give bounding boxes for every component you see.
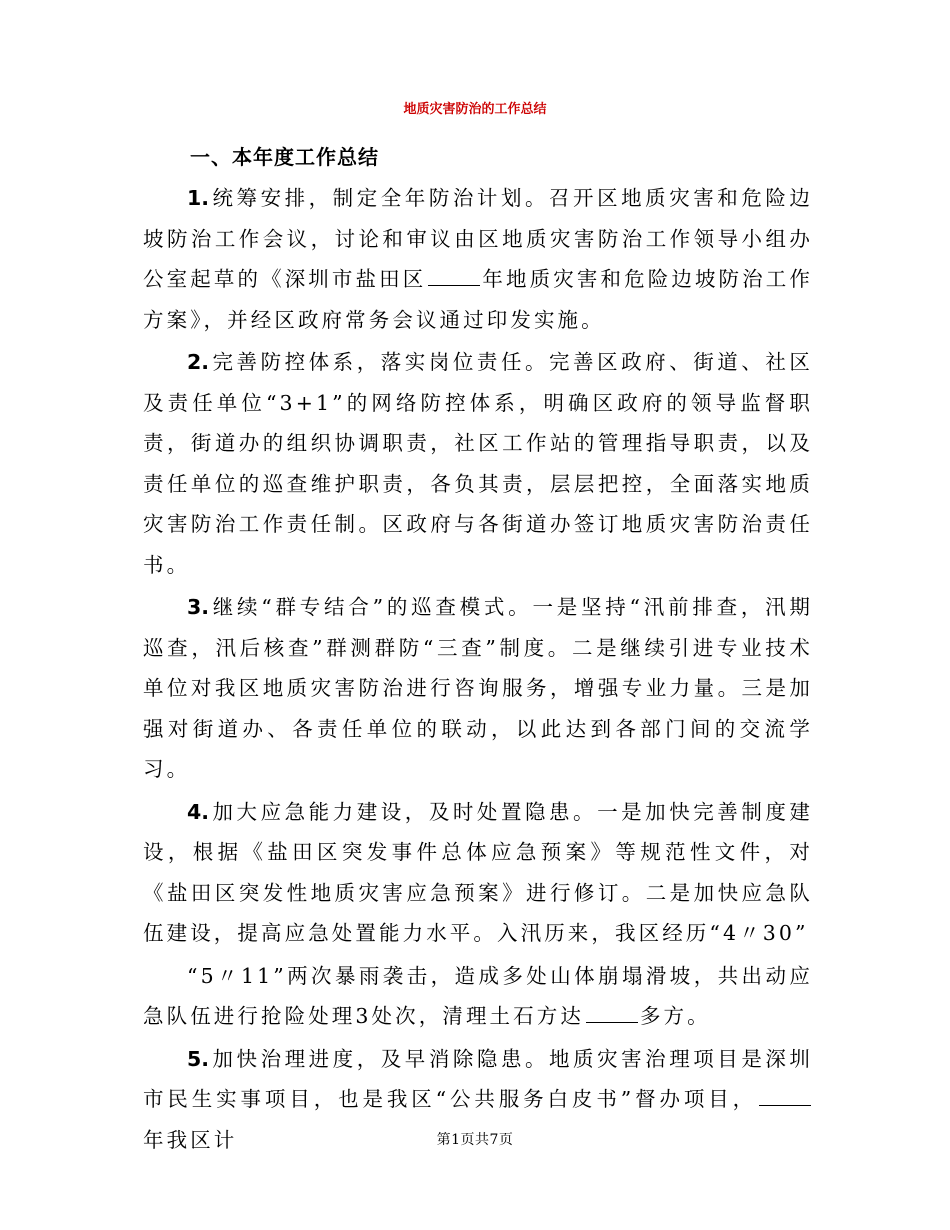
paragraph-text: 年地质灾害和危险边坡防治工作方案》，并经区政府常务会议通过印发实施。 xyxy=(143,267,814,332)
blank-line xyxy=(428,267,480,286)
paragraph-text: “5〃11”两次暴雨袭击，造成多处山体崩塌滑坡，共出动应急队伍进行抢险处理3处次，清理土石方达 xyxy=(143,963,813,1028)
paragraph-text: 多方。 xyxy=(639,1004,711,1028)
document-body xyxy=(143,178,813,1162)
page-footer: 第1页共7页 xyxy=(436,1132,514,1148)
paragraph-number: 5. xyxy=(187,1046,210,1071)
paragraph-4-continued xyxy=(143,956,813,1037)
paragraph-text: 继续“群专结合”的巡查模式。一是坚持“汛前排查，汛期巡查，汛后核查”群测群防“三查”制度。二是继续引进专业技术单位对我区地质灾害防治进行咨询服务，增强专业力量。三是加强对街道办、各责任单位的联动，以此达到各部门间的交流学习。 xyxy=(143,595,813,781)
paragraph-text: 加快治理进度，及早消除隐患。地质灾害治理项目是深圳市民生实事项目，也是我区“公共服务白皮书”督办项目， xyxy=(143,1046,813,1111)
section-heading: 一、本年度工作总结 xyxy=(190,145,379,169)
paragraph-number: 1. xyxy=(187,186,210,210)
paragraph-3 xyxy=(143,587,813,790)
paragraph-4 xyxy=(143,792,813,954)
paragraph-text: 年我区计 xyxy=(143,1127,238,1152)
paragraph-number: 4. xyxy=(187,799,210,824)
paragraph-number: 3. xyxy=(187,595,210,619)
document-title: 地质灾害防治的工作总结 xyxy=(403,102,547,117)
blank-line xyxy=(586,1004,638,1023)
paragraph-text: 加大应急能力建设，及时处置隐患。一是加快完善制度建设，根据《盐田区突发事件总体应急预案》等规范性文件，对《盐田区突发性地质灾害应急预案》进行修订。二是加快应急队伍建设，提高应急处置能力水平。入汛历来，我区经历“4〃30” xyxy=(143,799,813,945)
paragraph-text: 统筹安排，制定全年防治计划。召开区地质灾害和危险边坡防治工作会议，讨论和审议由区地质灾害防治工作领导小组办公室起草的《深圳市盐田区 xyxy=(143,186,813,291)
blank-line xyxy=(759,1087,811,1106)
paragraph-number: 2. xyxy=(187,350,210,374)
paragraph-text: 完善防控体系，落实岗位责任。完善区政府、街道、社区及责任单位“3+1”的网络防控体系，明确区政府的领导监督职责，街道办的组织协调职责，社区工作站的管理指导职责，以及责任单位的巡查维护职责，各负其责，层层把控，全面落实地质灾害防治工作责任制。区政府与各街道办签订地质灾害防治责任书。 xyxy=(143,350,813,577)
paragraph-2 xyxy=(143,342,813,585)
paragraph-1 xyxy=(143,178,813,340)
